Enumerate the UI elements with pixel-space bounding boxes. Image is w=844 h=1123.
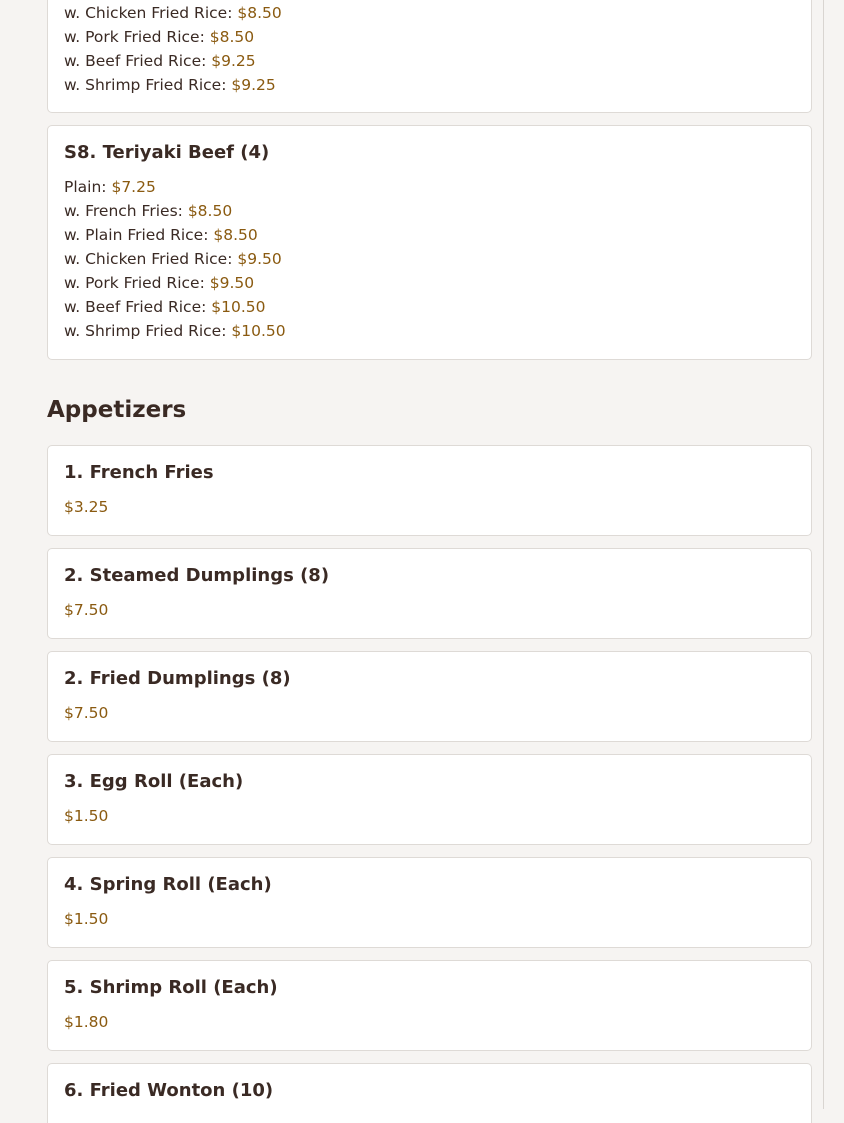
price-option: w. Beef Fried Rice: $9.25: [64, 52, 256, 70]
price-option: w. Shrimp Fried Rice: $10.50: [64, 322, 286, 340]
menu-item-card[interactable]: [47, 754, 812, 845]
price-option: w. Plain Fried Rice: $8.50: [64, 226, 258, 244]
menu-item-title: 1. French Fries: [64, 462, 214, 483]
price-option: w. Pork Fried Rice: $9.50: [64, 274, 255, 292]
menu-item-price: $1.50: [64, 807, 109, 825]
price-option: w. Chicken Fried Rice: $8.50: [64, 4, 282, 22]
menu-item-title: 6. Fried Wonton (10): [64, 1080, 274, 1101]
price-option: w. Chicken Fried Rice: $9.50: [64, 250, 282, 268]
menu-item-price: $1.50: [64, 910, 109, 928]
menu-item-title: 4. Spring Roll (Each): [64, 874, 272, 895]
menu-item-price: $1.80: [64, 1013, 109, 1031]
price-option: w. French Fries: $8.50: [64, 202, 233, 220]
menu-item-card[interactable]: [47, 1063, 812, 1123]
menu-item-title: 5. Shrimp Roll (Each): [64, 977, 278, 998]
menu-item-card[interactable]: [47, 651, 812, 742]
menu-item-price: $7.50: [64, 704, 109, 722]
menu-item-price: $7.50: [64, 601, 109, 619]
price-option: Plain: $7.25: [64, 178, 156, 196]
price-option: w. Beef Fried Rice: $10.50: [64, 298, 266, 316]
price-option: w. Shrimp Fried Rice: $9.25: [64, 76, 276, 94]
menu-item-card[interactable]: [47, 445, 812, 536]
menu-item-card[interactable]: [47, 0, 812, 113]
menu-item-card[interactable]: [47, 960, 812, 1051]
menu-item-card[interactable]: [47, 125, 812, 360]
section-heading: Appetizers: [47, 397, 187, 423]
menu-item-card[interactable]: [47, 548, 812, 639]
menu-item-title: 3. Egg Roll (Each): [64, 771, 244, 792]
price-option: w. Pork Fried Rice: $8.50: [64, 28, 255, 46]
menu-item-card[interactable]: [47, 857, 812, 948]
menu-item-price: $3.25: [64, 498, 109, 516]
menu-item-title: 2. Fried Dumplings (8): [64, 668, 291, 689]
menu-item-title: S8. Teriyaki Beef (4): [64, 142, 270, 163]
menu-item-title: 2. Steamed Dumplings (8): [64, 565, 330, 586]
